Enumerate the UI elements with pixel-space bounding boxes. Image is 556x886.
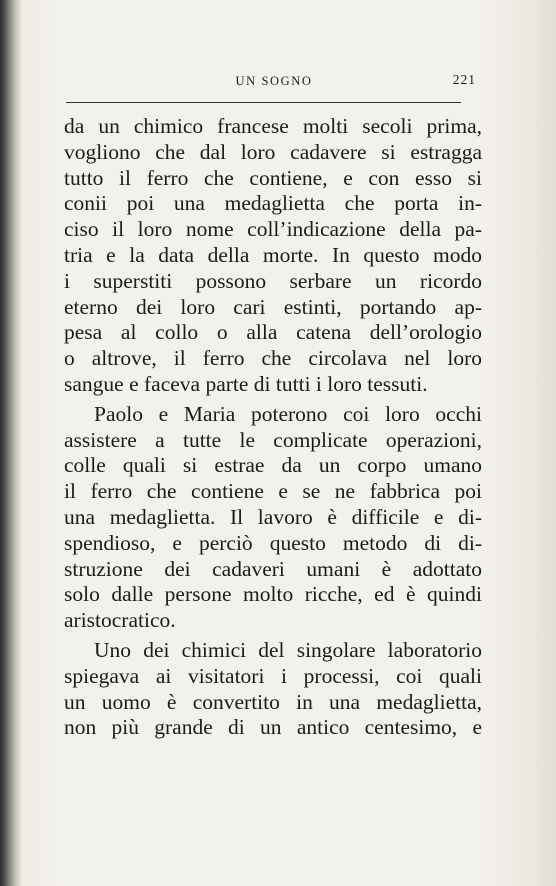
text-line: un uomo è convertito in una medaglietta, (64, 689, 482, 714)
header-rule (66, 102, 461, 103)
book-spine-shadow (0, 0, 22, 886)
page-header (66, 70, 482, 96)
text-line: ciso il loro nome coll’indicazione della pa- (64, 217, 482, 242)
text-line: conii poi una medaglietta che porta in- (64, 191, 482, 216)
text-line: aristocratico. (64, 608, 176, 633)
text-line: una medaglietta. Il lavoro è difficile e di- (64, 504, 482, 529)
text-line: spendioso, e perciò questo metodo di di- (64, 530, 482, 555)
text-line: spiegava ai visitatori i processi, coi quali (64, 663, 482, 688)
text-line: sangue e faceva parte di tutti i loro tessuti. (64, 371, 428, 396)
page-number: 221 (452, 72, 476, 87)
text-line: da un chimico francese molti secoli prima, (64, 114, 482, 138)
paragraph-2 (64, 402, 482, 634)
text-line: tutto il ferro che contiene, e con esso si (64, 165, 482, 190)
text-line: o altrove, il ferro che circolava nel loro (64, 346, 482, 371)
text-line: tria e la data della morte. In questo modo (64, 242, 482, 267)
running-title: UN SOGNO (235, 74, 313, 88)
paragraph-1 (64, 114, 482, 398)
text-line: pesa al collo o alla catena dell’orologio (64, 320, 482, 345)
text-line: il ferro che contiene e se ne fabbrica poi (64, 479, 482, 504)
text-line: i superstiti possono serbare un ricordo (64, 268, 482, 293)
paragraph-3 (64, 638, 482, 741)
text-line: solo dalle persone molto ricche, ed è quindi (64, 582, 482, 607)
text-line: struzione dei cadaveri umani è adottato (64, 556, 482, 581)
text-line: eterno dei loro cari estinti, portando ap- (64, 294, 482, 319)
text-line: colle quali si estrae da un corpo umano (64, 453, 482, 478)
text-line: Uno dei chimici del singolare laboratorio (94, 637, 482, 662)
text-line: assistere a tutte le complicate operazioni, (64, 427, 482, 452)
body-text (64, 114, 482, 741)
text-line: vogliono che dal loro cadavere si estragga (64, 139, 482, 164)
text-line: non più grande di un antico centesimo, e (64, 715, 482, 740)
text-line: Paolo e Maria poterono coi loro occhi (94, 401, 482, 426)
